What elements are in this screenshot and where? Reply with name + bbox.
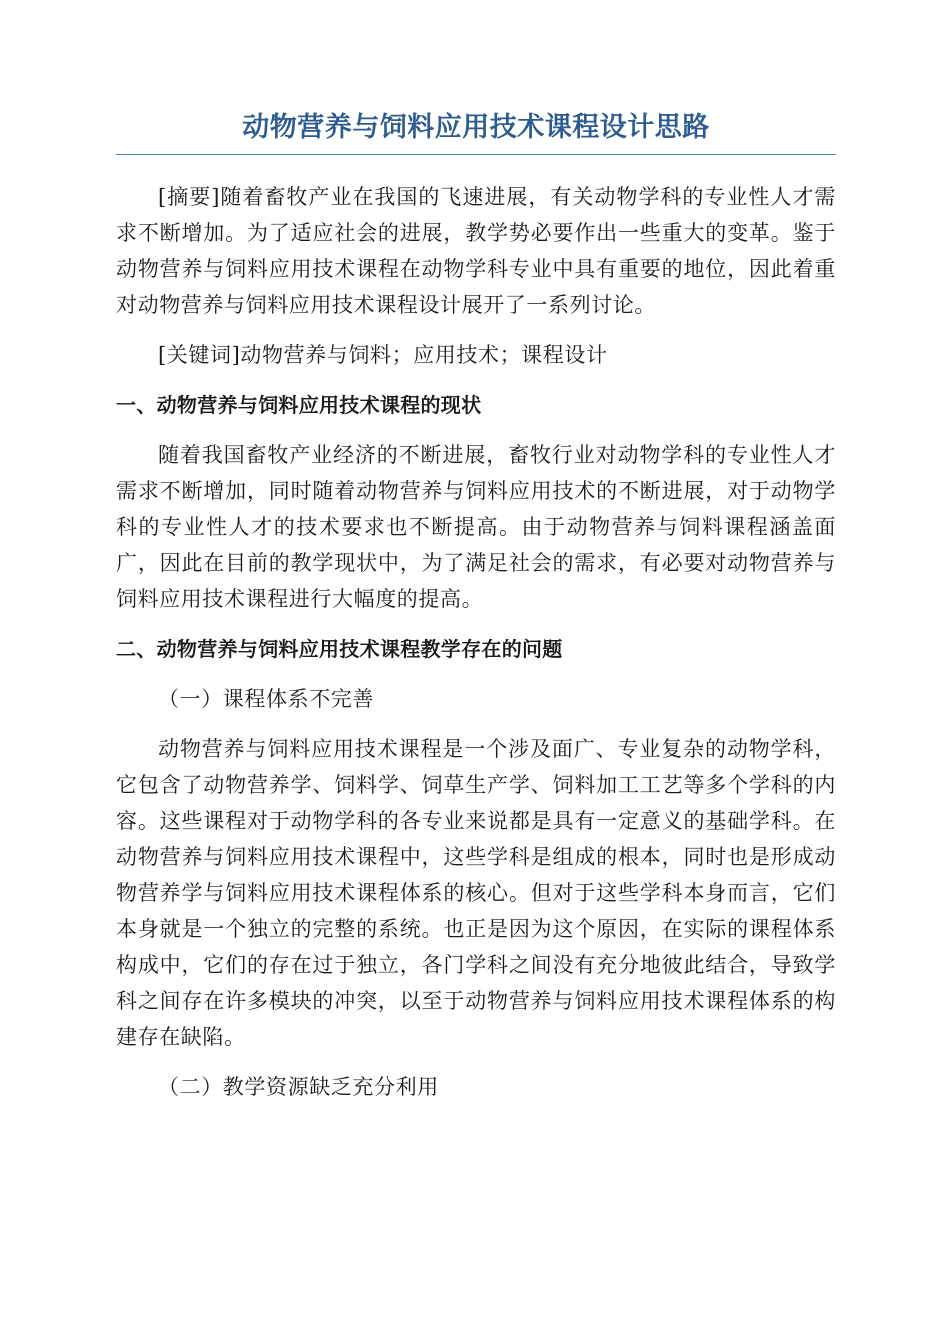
keywords-paragraph: [关键词]动物营养与饲料；应用技术；课程设计 [158, 343, 608, 367]
title-underline [116, 154, 836, 155]
section-heading-1: 一、动物营养与饲料应用技术课程的现状 [116, 393, 482, 417]
subsection-1-paragraph: 动物营养与饲料应用技术课程是一个涉及面广、专业复杂的动物学科，它包含了动物营养学、饲料学、饲草生产学、饲料加工工艺等多个学科的内容。这些课程对于动物学科的各专业来说都是具有一定意义的基础学科。在动物营养与饲料应用技术课程中，这些学科是组成的根本，同时也是形成动物营养学与饲料应用技术课程体系的核心。但对于这些学科本身而言，它们本身就是一个独立的完整的系统。也正是因为这个原因，在实际的课程体系构成中，它们的存在过于独立，各门学科之间没有充分地彼此结合，导致学科之间存在许多模块的冲突，以至于动物营养与饲料应用技术课程体系的构建存在缺陷。 [116, 737, 836, 1049]
abstract-paragraph: [摘要]随着畜牧产业在我国的飞速进展，有关动物学科的专业性人才需求不断增加。为了适应社会的进展，教学势必要作出一些重大的变革。鉴于动物营养与饲料应用技术课程在动物学科专业中具有重要的地位，因此着重对动物营养与饲料应用技术课程设计展开了一系列讨论。 [116, 185, 836, 317]
section-1-paragraph: 随着我国畜牧产业经济的不断进展，畜牧行业对动物学科的专业性人才需求不断增加，同时随着动物营养与饲料应用技术的不断进展，对于动物学科的专业性人才的技术要求也不断提高。由于动物营养与饲料课程涵盖面广，因此在目前的教学现状中，为了满足社会的需求，有必要对动物营养与饲料应用技术课程进行大幅度的提高。 [116, 443, 836, 611]
subsection-heading-1: （一）课程体系不完善 [158, 687, 374, 711]
document-page [116, 108, 836, 1105]
document-title: 动物营养与饲料应用技术课程设计思路 [242, 112, 710, 143]
subsection-heading-2: （二）教学资源缺乏充分利用 [158, 1075, 439, 1099]
section-heading-2: 二、动物营养与饲料应用技术课程教学存在的问题 [116, 637, 563, 661]
